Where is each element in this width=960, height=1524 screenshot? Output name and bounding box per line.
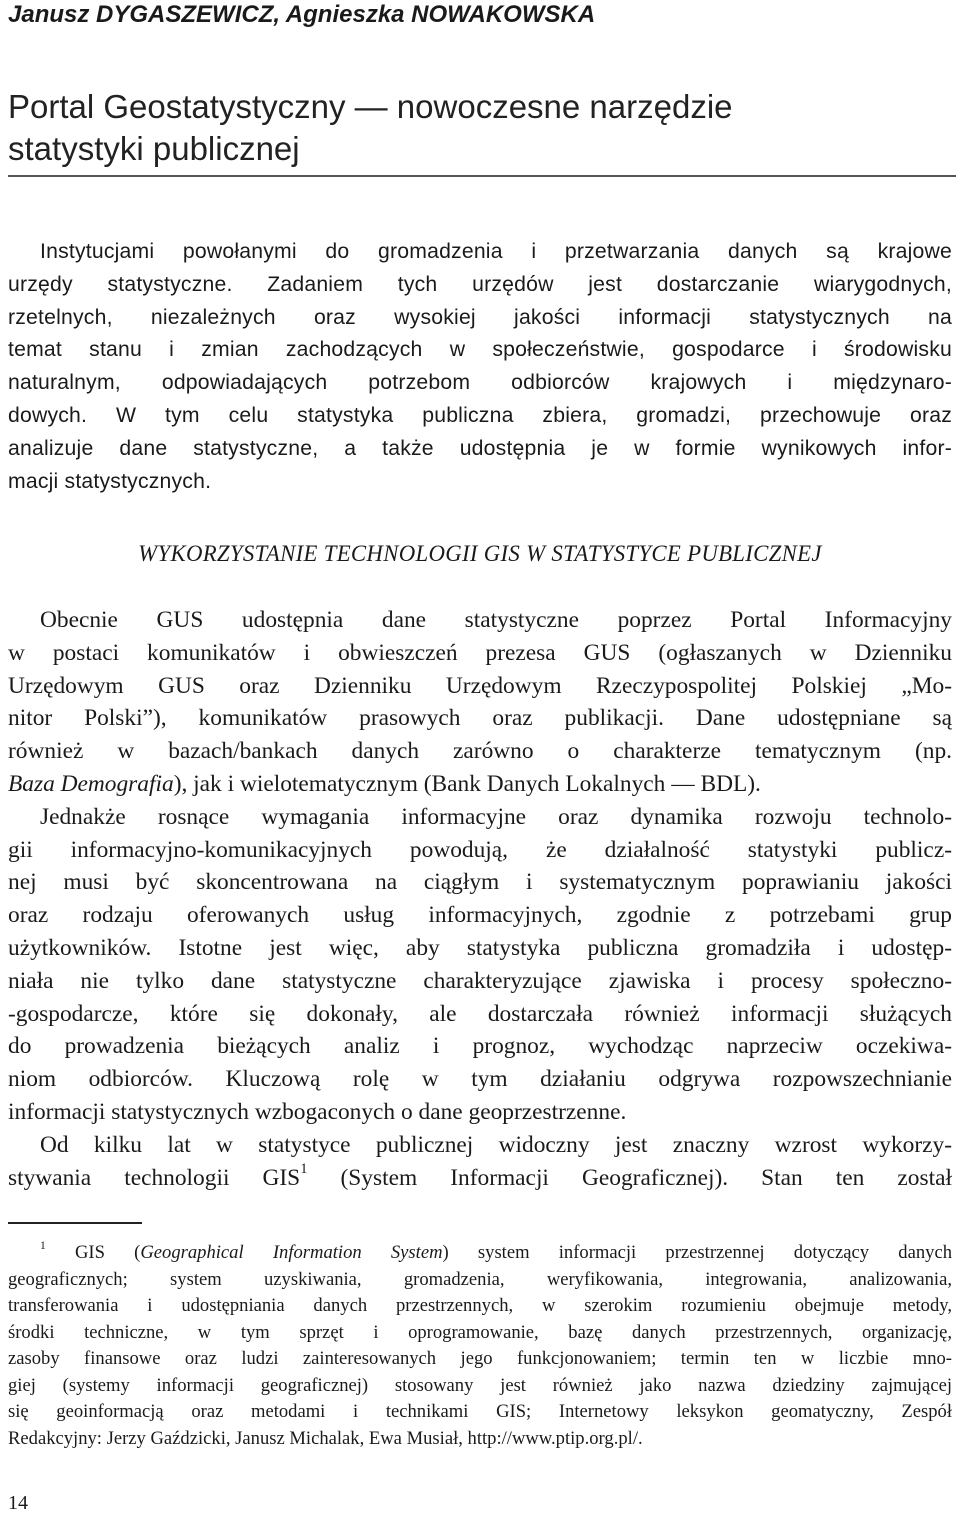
body-line: Obecnie GUS udostępnia dane statystyczne poprzez Portal Informacyjny	[40, 607, 952, 633]
body-line: nitor Polski”), komunikatów prasowych oraz publikacji. Dane udostępniane są	[8, 705, 952, 732]
footnote-line: zasoby finansowe oraz ludzi zainteresowanych jego funkcjonowaniem; termin ten w liczbie mno-	[8, 1348, 952, 1369]
body-line	[8, 768, 952, 801]
body-line: nej musi być skoncentrowana na ciągłym i systematycznym poprawianiu jakości	[8, 869, 952, 896]
title-line-1: Portal Geostatystyczny — nowoczesne narzędzie	[8, 88, 733, 125]
body-italic-text: Baza Demografia	[8, 770, 174, 797]
footnote-rule	[8, 1222, 142, 1224]
body-text-span: stywania technologii GIS	[8, 1164, 301, 1191]
authors-line: Janusz DYGASZEWICZ, Agnieszka NOWAKOWSKA	[8, 1, 596, 28]
intro-line: macji statystycznych.	[8, 469, 212, 493]
footnote-reference[interactable]: 1	[300, 1161, 308, 1177]
body-line: Urzędowym GUS oraz Dzienniku Urzędowym Rzeczypospolitej Polskiej „Mo-	[8, 672, 952, 699]
body-line: Jednakże rosnące wymagania informacyjne oraz dynamika rozwoju technolo-	[40, 803, 952, 830]
footnote-line	[8, 1240, 952, 1267]
intro-line: rzetelnych, niezależnych oraz wysokiej jakości informacji statystycznych na	[8, 305, 952, 329]
body-line: w postaci komunikatów i obwieszczeń prezesa GUS (ogłaszanych w Dzienniku	[8, 639, 952, 666]
body-line: niała nie tylko dane statystyczne charakteryzujące zjawiska i procesy społeczno-	[8, 967, 952, 994]
section-heading: WYKORZYSTANIE TECHNOLOGII GIS W STATYSTYCE PUBLICZNEJ	[138, 541, 822, 566]
body-line: -gospodarcze, które się dokonały, ale dostarczała również informacji służących	[8, 1000, 952, 1027]
body-line: gii informacyjno-komunikacyjnych powodują, że działalność statystyki publicz-	[8, 836, 952, 863]
intro-line: Instytucjami powołanymi do gromadzenia i przetwarzania danych są krajowe	[40, 240, 952, 263]
body-text-span: (System Informacji Geograficznej). Stan ten został	[307, 1164, 952, 1191]
body-line	[8, 1162, 952, 1195]
body-line: użytkowników. Istotne jest więc, aby statystyka publiczna gromadziła i udostęp-	[8, 934, 952, 961]
body-line: oraz rodzaju oferowanych usług informacyjnych, zgodnie z potrzebami grup	[8, 902, 952, 929]
body-line: do prowadzenia bieżących analiz i prognoz, wychodząc naprzeciw oczekiwa-	[8, 1033, 952, 1060]
intro-line: urzędy statystyczne. Zadaniem tych urzędów jest dostarczanie wiarygodnych,	[8, 272, 952, 296]
body-line: również w bazach/bankach danych zarówno o charakterze tematycznym (np.	[8, 738, 952, 765]
intro-line: dowych. W tym celu statystyka publiczna zbiera, gromadzi, przechowuje oraz	[8, 403, 952, 427]
footnote-text-span: ) system informacji przestrzennej dotyczący danych	[442, 1242, 952, 1263]
body-text-span: ), jak i wielotematycznym (Bank Danych Lokalnych — BDL).	[173, 770, 761, 797]
footnote-line: się geoinformacją oraz metodami i technikami GIS; Internetowy leksykon geomatyczny, Zespół	[8, 1401, 952, 1422]
footnote	[8, 1240, 952, 1452]
intro-line: temat stanu i zmian zachodzących w społeczeństwie, gospodarce i środowisku	[8, 338, 952, 362]
footnote-text-span: GIS (	[45, 1242, 141, 1263]
page-number: 14	[8, 1492, 28, 1514]
footnote-line: geograficznych; system uzyskiwania, gromadzenia, weryfikowania, integrowania, analizowania,	[8, 1268, 952, 1290]
footnote-italic-text: Geographical Information System	[140, 1242, 443, 1263]
title-line-2: statystyki publicznej	[8, 130, 300, 167]
intro-line: naturalnym, odpowiadających potrzebom odbiorców krajowych i międzynaro-	[8, 371, 952, 395]
body-line: informacji statystycznych wzbogaconych o dane geoprzestrzenne.	[8, 1098, 627, 1125]
footnote-line: Redakcyjny: Jerzy Gaździcki, Janusz Michalak, Ewa Musiał, http://www.ptip.org.pl/.	[8, 1427, 643, 1449]
footnote-line: środki techniczne, w tym sprzęt i oprogramowanie, bazę danych przestrzennych, organizację,	[8, 1321, 952, 1343]
body-line: niom odbiorców. Kluczową rolę w tym działaniu odgrywa rozpowszechnianie	[8, 1066, 952, 1093]
footnote-line: transferowania i udostępniania danych przestrzennych, w szerokim rozumieniu obejmuje metody,	[8, 1295, 952, 1316]
footnote-marker: 1	[40, 1240, 46, 1252]
intro-paragraph	[8, 236, 952, 498]
body-text	[8, 604, 952, 1194]
article-title	[8, 86, 952, 170]
title-rule	[8, 175, 956, 177]
footnote-line: giej (systemy informacji geograficznej) stosowany jest również jako nazwa dziedziny zajmującej	[8, 1374, 952, 1396]
intro-line: analizuje dane statystyczne, a także udostępnia je w formie wynikowych infor-	[8, 436, 952, 460]
body-line: Od kilku lat w statystyce publicznej widoczny jest znaczny wzrost wykorzy-	[40, 1131, 952, 1158]
